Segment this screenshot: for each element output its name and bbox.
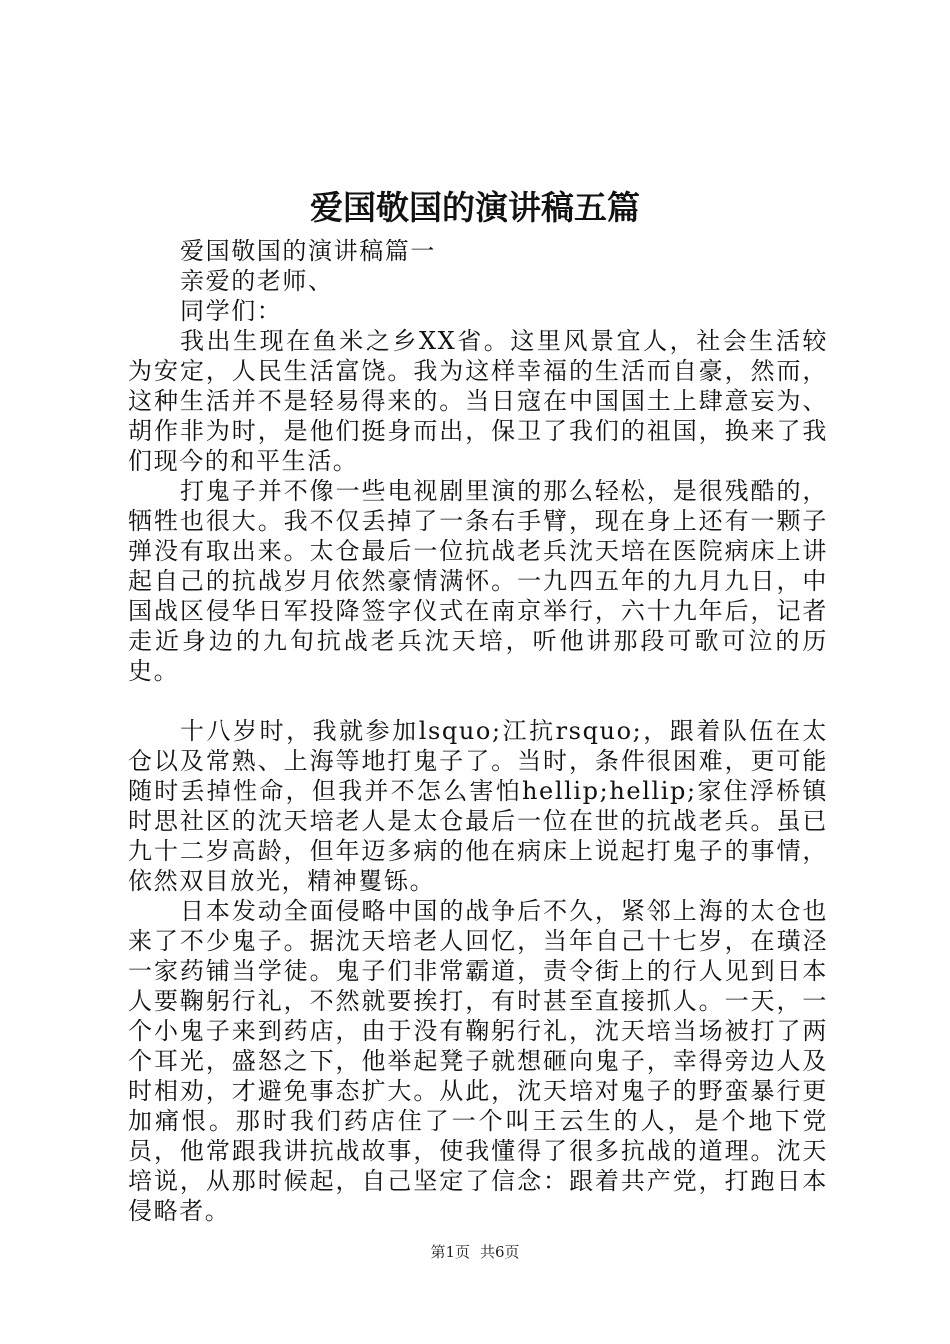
paragraph: 日本发动全面侵略中国的战争后不久，紧邻上海的太仓也来了不少鬼子。据沈天培老人回忆，当年自己十七岁，在璜泾一家药铺当学徒。鬼子们非常霸道，责令街上的行人见到日本人要鞠躬行礼，不然就要挨打，有时甚至直接抓人。一天，一个小鬼子来到药店，由于没有鞠躬行礼，沈天培当场被打了两个耳光，盛怒之下，他举起凳子就想砸向鬼子，幸得旁边人及时相劝，才避免事态扩大。从此，沈天培对鬼子的野蛮暴行更加痛恨。那时我们药店住了一个叫王云生的人，是个地下党员，他常跟我讲抗战故事，使我懂得了很多抗战的道理。沈天培说，从那时候起，自己坚定了信念：跟着共产党，打跑日本侵略者。 xyxy=(128,897,828,1225)
page-number: 第1页 xyxy=(430,1243,470,1261)
paragraph-salutation: 亲爱的老师、 xyxy=(180,267,334,295)
paragraph: 我出生现在鱼米之乡XX省。这里风景宜人，社会生活较为安定，人民生活富饶。我为这样幸福的生活而自豪，然而，这种生活并不是轻易得来的。当日寇在中国国土上肆意妄为、胡作非为时，是他们挺身而出，保卫了我们的祖国，换来了我们现今的和平生活。 xyxy=(128,327,828,475)
paragraph-subtitle: 爱国敬国的演讲稿篇一 xyxy=(180,237,436,265)
paragraph: 十八岁时，我就参加lsquo;江抗rsquo;，跟着队伍在太仓以及常熟、上海等地打鬼子了。当时，条件很困难，更可能随时丢掉性命，但我并不怎么害怕hellip;hellip;家住浮桥镇时思社区的沈天培老人是太仓最后一位在世的抗战老兵。虽已九十二岁高龄，但年迈多病的他在病床上说起打鬼子的事情，依然双目放光，精神矍铄。 xyxy=(128,717,828,895)
page-total: 共6页 xyxy=(480,1243,520,1261)
paragraph-salutation-2: 同学们： xyxy=(180,297,283,325)
document-body xyxy=(128,236,828,1226)
paragraph: 打鬼子并不像一些电视剧里演的那么轻松，是很残酷的，牺牲也很大。我不仅丢掉了一条右手臂，现在身上还有一颗子弹没有取出来。太仓最后一位抗战老兵沈天培在医院病床上讲起自己的抗战岁月依然豪情满怀。一九四五年的九月九日，中国战区侵华日军投降签字仪式在南京举行，六十九年后，记者走近身边的九旬抗战老兵沈天培，听他讲那段可歌可泣的历史。 xyxy=(128,477,828,685)
page-footer xyxy=(0,1242,950,1262)
document-title: 爱国敬国的演讲稿五篇 xyxy=(310,188,640,227)
